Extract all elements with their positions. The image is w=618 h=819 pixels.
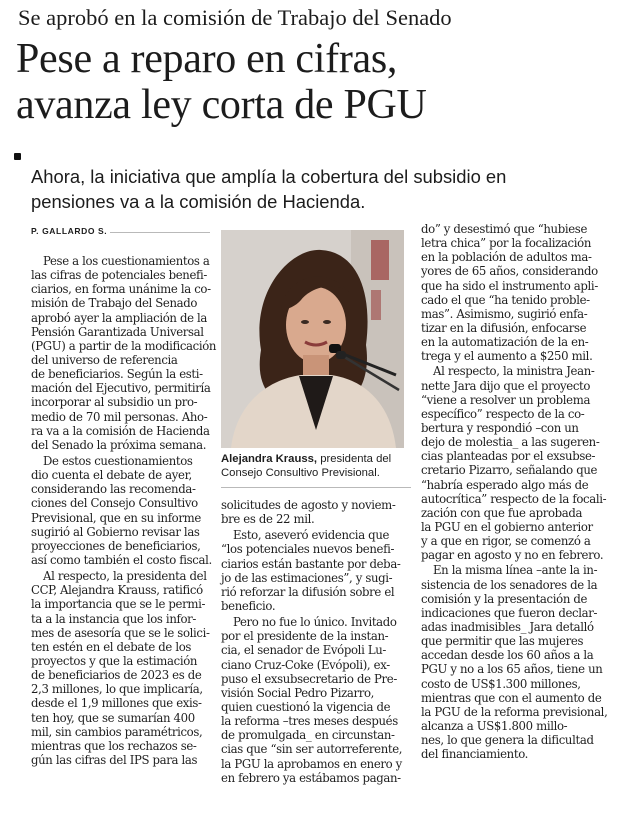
article-line: ciano Cruz-Coke (Evópoli), ex- xyxy=(221,657,390,672)
caption-line xyxy=(221,452,411,466)
article-line: gún las cifras del IPS para las xyxy=(31,752,198,767)
article-line: do” y desestimó que “hubiese xyxy=(421,222,588,236)
article-line: proyecciones de beneficiarios, xyxy=(31,538,201,553)
article-line: cias que “sin ser autorreferente, xyxy=(221,742,403,757)
article-line: autocrítica” respecto de la focali- xyxy=(421,491,607,506)
article-line: ciones del Consejo Consultivo xyxy=(31,496,198,511)
article-line: En la misma línea –ante la in- xyxy=(433,563,598,578)
article-line: indicaciones que fueron declar- xyxy=(421,605,598,620)
article-line: comisión y la presentación de xyxy=(421,591,588,606)
article-line: Pensión Garantizada Universal xyxy=(31,324,204,339)
article-line: en la población de adultos ma- xyxy=(421,250,592,265)
article-line: pagar en agosto y no en febrero. xyxy=(421,548,604,563)
article-line: tizar en la difusión, enfocarse xyxy=(421,320,587,335)
article-line: quien cuestionó la vigencia de xyxy=(221,699,391,714)
bullet-square-icon xyxy=(14,153,21,160)
article-line: Pero no fue lo único. Invitado xyxy=(233,615,397,630)
article-line: las cifras de potenciales benefi- xyxy=(31,268,207,283)
headline xyxy=(16,36,612,128)
article-line: por el presidente de la instan- xyxy=(221,629,389,644)
article-line: De estos cuestionamientos xyxy=(43,453,193,468)
article-line: Previsional, que en su informe xyxy=(31,510,201,525)
article-line: cias planteadas por el exsubse- xyxy=(421,449,596,464)
article-line: (PGU) a partir de la modificación xyxy=(31,338,217,353)
byline-rule xyxy=(110,232,210,233)
article-line: bre es de 22 mil. xyxy=(221,512,315,527)
article-line: medio de 70 mil personas. Aho- xyxy=(31,409,208,424)
article-line: del financiamiento. xyxy=(421,747,529,762)
article-line: puso el exsubsecretario de Pre- xyxy=(221,671,397,686)
photo-caption xyxy=(221,452,411,481)
article-line: en la automatización de la en- xyxy=(421,335,589,350)
article-line: zación con que fue aprobada xyxy=(421,505,583,520)
article-line: mas”. Asimismo, sugirió enfa- xyxy=(421,306,588,321)
article-line: ciarios, en forma unánime la co- xyxy=(31,282,211,297)
article-line: ta a la instancia que los infor- xyxy=(31,611,196,626)
article-line: beneficio. xyxy=(221,598,276,613)
article-line: visión Social Pedro Pizarro, xyxy=(221,685,375,700)
headline-line: Pese a reparo en cifras, xyxy=(16,36,398,82)
article-line: CCP, Alejandra Krauss, ratificó xyxy=(31,583,203,598)
article-line: solicitudes de agosto y noviem- xyxy=(221,498,396,512)
article-line: la PGU de la reforma previsional, xyxy=(421,704,608,719)
article-line: rió reforzar la difusión sobre el xyxy=(221,584,395,599)
article-line: desde el 1,9 millones que exis- xyxy=(31,696,202,711)
article-line: Al respecto, la ministra Jean- xyxy=(433,364,595,379)
article-line: cretario Pizarro, señalando que xyxy=(421,463,598,478)
article-line: Al respecto, la presidenta del xyxy=(43,569,207,584)
article-line: Esto, aseveró evidencia que xyxy=(233,528,390,543)
column-1 xyxy=(31,254,217,767)
portrait-illustration xyxy=(221,230,404,448)
article-line: dio cuenta el debate de ayer, xyxy=(31,468,192,483)
article-line: considerando las recomenda- xyxy=(31,482,196,497)
caption-text: presidenta del xyxy=(317,453,392,465)
article-line: misión de Trabajo del Senado xyxy=(31,296,198,311)
article-line: en febrero ya estábamos pagan- xyxy=(221,770,401,785)
article-line: yores de 65 años, considerando xyxy=(421,264,598,279)
article-line: mación del Ejecutivo, permitiría xyxy=(31,381,211,396)
article-line: que permitir que las mujeres xyxy=(421,634,584,649)
byline: P. GALLARDO S. xyxy=(31,226,108,236)
article-line: sistencia de los senadores de la xyxy=(421,577,598,592)
article-line: proyectos y que la estimación xyxy=(31,653,198,668)
article-line: mientras que con el aumento de xyxy=(421,690,602,705)
article-line: aprobó ayer la ampliación de la xyxy=(31,310,208,325)
article-line: y a que en rigor, se comenzó a xyxy=(421,534,591,549)
article-line: ciarios están bastante por deba- xyxy=(221,556,401,571)
article-line: incorporar al subsidio un pro- xyxy=(31,395,198,410)
article-line: nes, lo que genera la dificultad xyxy=(421,733,594,748)
article-line: así como también el costo fiscal. xyxy=(31,552,212,567)
article-line: la reforma –tres meses después xyxy=(221,714,398,729)
article-line: alcanza a US$1.800 millo- xyxy=(421,718,568,733)
caption-name: Alejandra Krauss, xyxy=(221,453,318,465)
column-3 xyxy=(421,222,611,761)
lead-paragraph xyxy=(31,165,611,214)
article-line: de beneficiarios. Según la esti- xyxy=(31,367,203,382)
headline-line: avanza ley corta de PGU xyxy=(16,82,427,128)
article-line: que ha sido el instrumento apli- xyxy=(421,278,598,293)
column-2 xyxy=(221,498,413,785)
article-line: letra chica” por la focalización xyxy=(421,236,592,251)
article-line: trega y el aumento a $250 mil. xyxy=(421,349,593,364)
kicker: Se aprobó en la comisión de Trabajo del Senado xyxy=(18,5,452,30)
article-line: específico” respecto de la co- xyxy=(421,406,585,421)
article-line: ten hoy, que se sumarían 400 xyxy=(31,710,195,725)
article-line: mil, sin cambios paramétricos, xyxy=(31,724,203,739)
portrait-photo xyxy=(221,230,404,448)
article-line: la PGU en el gobierno anterior xyxy=(421,519,593,534)
article-line: Pese a los cuestionamientos a xyxy=(43,254,210,268)
article-line: sugirió al Gobierno revisar las xyxy=(31,524,200,539)
article-line: mes de asesoría que se le solici- xyxy=(31,625,210,640)
article-line: del universo de referencia xyxy=(31,352,178,367)
article-line: nette Jara dijo que el proyecto xyxy=(421,378,591,393)
article-line: dejo de molestia_ a las sugeren- xyxy=(421,435,600,450)
caption-line: Consejo Consultivo Previsional. xyxy=(221,467,380,480)
article-line: cia, el senador de Evópoli Lu- xyxy=(221,643,387,658)
article-line: costo de US$1.300 millones, xyxy=(421,676,581,691)
article-line: de beneficiarios de 2023 es de xyxy=(31,668,202,683)
article-line: 2,3 millones, lo que implicaría, xyxy=(31,682,203,697)
article-line: del Senado la próxima semana. xyxy=(31,437,207,452)
caption-rule xyxy=(221,487,411,488)
article-line: de promulgada_ en circunstan- xyxy=(221,728,395,743)
article-line: “habría esperado algo más de xyxy=(421,477,589,492)
article-line: bertura y respondió –con un xyxy=(421,420,579,435)
article-line: ten estén en el debate de los xyxy=(31,639,192,654)
article-line: PGU y no a los 65 años, tiene un xyxy=(421,662,603,677)
article-line: “los potenciales nuevos benefi- xyxy=(221,542,395,557)
article-line: ra va a la comisión de Hacienda xyxy=(31,423,210,438)
article-line: cado el que “ha tenido proble- xyxy=(421,292,590,307)
article-line: “viene a resolver un problema xyxy=(421,392,591,407)
article-line: mientras que los rechazos se- xyxy=(31,738,197,753)
article-line: adas inadmisibles_ Jara detalló xyxy=(421,619,594,634)
lead-line: Ahora, la iniciativa que amplía la cobertura del subsidio en xyxy=(31,166,507,187)
article-line: la PGU la aprobamos en enero y xyxy=(221,756,402,771)
article-line: la importancia que se le permi- xyxy=(31,597,206,612)
article-line: accedan desde los 60 años a la xyxy=(421,648,594,663)
article-line: jo de las estimaciones”, y sugi- xyxy=(221,570,393,585)
lead-line: pensiones va a la comisión de Hacienda. xyxy=(31,190,366,212)
